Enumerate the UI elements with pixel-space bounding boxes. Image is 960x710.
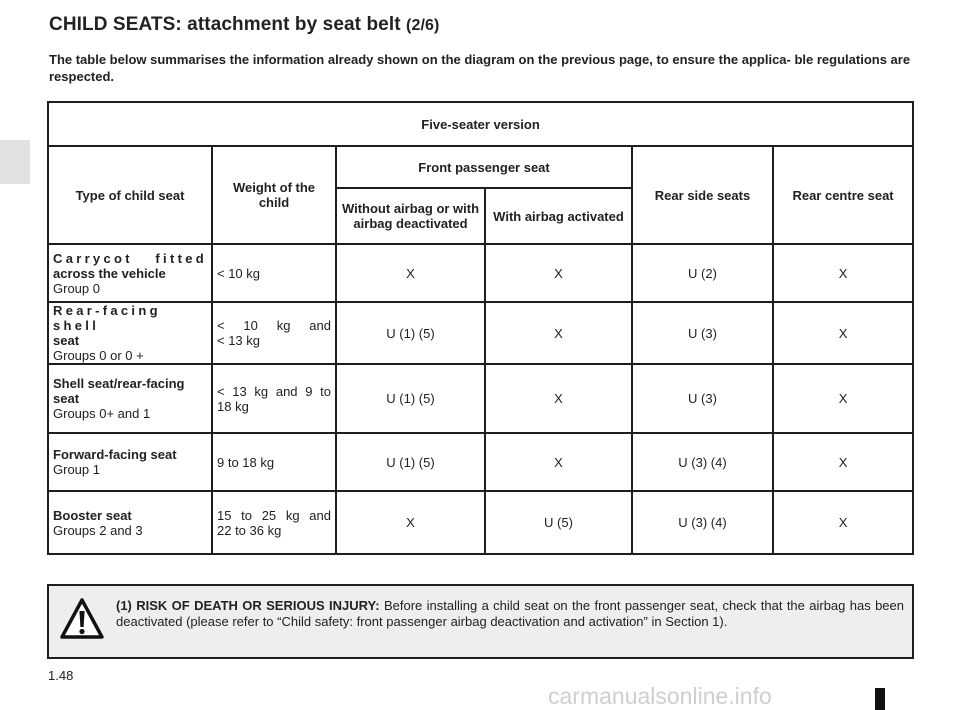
- cell-front-with-airbag: X: [485, 244, 632, 302]
- seat-group: Groups 0 or 0 +: [53, 348, 144, 363]
- cell-weight: [212, 244, 336, 302]
- table-row: [48, 302, 913, 364]
- cell-front-with-airbag: X: [485, 302, 632, 364]
- cell-rear-centre: X: [773, 491, 913, 554]
- weight-text: < 10 kg and: [217, 318, 331, 333]
- cell-rear-side: U (3) (4): [632, 491, 773, 554]
- cell-weight: [212, 364, 336, 433]
- seat-group: Groups 2 and 3: [53, 522, 143, 538]
- cell-rear-centre: X: [773, 244, 913, 302]
- seat-type-name-line2: seat: [53, 391, 80, 406]
- cell-seat-type: [48, 364, 212, 433]
- weight-text-line2: 22 to 36 kg: [217, 522, 282, 538]
- page-title-part: (2/6): [406, 17, 440, 34]
- corner-marker: [875, 688, 885, 710]
- table-row: [48, 364, 913, 433]
- col-header-front-without-airbag: Without airbag or with airbag deactivated: [336, 188, 485, 244]
- cell-seat-type: [48, 491, 212, 554]
- col-header-front-with-airbag: With airbag activated: [485, 188, 632, 244]
- cell-seat-type: [48, 302, 212, 364]
- watermark-text: carmanualsonline.info: [548, 683, 772, 709]
- seat-type-name: Rear-facing shell: [53, 303, 161, 333]
- weight-text: < 10 kg: [217, 265, 261, 281]
- seat-type-name: Booster seat: [53, 507, 132, 523]
- cell-rear-side: U (3) (4): [632, 433, 773, 491]
- table-row: [48, 491, 913, 554]
- cell-front-without-airbag: U (1) (5): [336, 302, 485, 364]
- page-title: [49, 14, 439, 36]
- col-header-type: Type of child seat: [48, 146, 212, 244]
- weight-text-line2: < 13 kg: [217, 333, 261, 348]
- cell-rear-side: U (2): [632, 244, 773, 302]
- seat-type-name: Shell seat/rear-facing: [53, 376, 185, 391]
- cell-rear-side: U (3): [632, 364, 773, 433]
- col-header-front-passenger: Front passenger seat: [336, 146, 632, 188]
- page-title-text: CHILD SEATS: attachment by seat belt: [49, 14, 401, 35]
- cell-rear-centre: X: [773, 302, 913, 364]
- cell-weight: [212, 491, 336, 554]
- table-header-row: [48, 146, 913, 188]
- cell-front-without-airbag: X: [336, 244, 485, 302]
- seat-group: Group 0: [53, 280, 100, 296]
- cell-front-with-airbag: X: [485, 433, 632, 491]
- weight-text: 15 to 25 kg and: [217, 507, 331, 523]
- cell-rear-side: U (3): [632, 302, 773, 364]
- seat-type-name-line2: across the vehicle: [53, 265, 166, 281]
- cell-weight: [212, 302, 336, 364]
- warning-lead: (1) RISK OF DEATH OR SERIOUS INJURY:: [116, 598, 380, 613]
- seat-group: Group 1: [53, 462, 100, 477]
- cell-front-without-airbag: X: [336, 491, 485, 554]
- cell-seat-type: [48, 433, 212, 491]
- seat-type-name: Carrycot fitted: [53, 250, 207, 266]
- col-header-rear-side: Rear side seats: [632, 146, 773, 244]
- section-tab-marker: [0, 140, 30, 184]
- table-row: [48, 244, 913, 302]
- weight-text: < 13 kg and 9 to: [217, 383, 331, 399]
- cell-front-without-airbag: U (1) (5): [336, 433, 485, 491]
- weight-text-line2: 18 kg: [217, 398, 249, 414]
- warning-triangle-icon: [59, 596, 105, 647]
- seat-type-name: Forward-facing seat: [53, 447, 177, 462]
- warning-body: Before installing a child seat on the front passenger seat, check that the airbag has been deactivated (please refer to “Child safety: front passenger airbag deactivation and activation” in Section 1).: [116, 598, 904, 629]
- cell-front-without-airbag: U (1) (5): [336, 364, 485, 433]
- seat-type-name-line2: seat: [53, 333, 80, 348]
- cell-front-with-airbag: U (5): [485, 491, 632, 554]
- warning-text: [116, 598, 904, 630]
- cell-weight: [212, 433, 336, 491]
- col-header-rear-centre: Rear centre seat: [773, 146, 913, 244]
- version-header: Five-seater version: [48, 102, 913, 146]
- cell-rear-centre: X: [773, 364, 913, 433]
- child-seat-table: [47, 101, 914, 555]
- cell-seat-type: [48, 244, 212, 302]
- col-header-weight: Weight of the child: [212, 146, 336, 244]
- page-number: 1.48: [48, 668, 74, 683]
- table-row: [48, 433, 913, 491]
- warning-box: [47, 584, 914, 659]
- intro-paragraph: The table below summarises the information already shown on the diagram on the previous page, to ensure the applica- ble regulations are respected.: [49, 52, 911, 84]
- weight-text: 9 to 18 kg: [217, 454, 275, 470]
- seat-group: Groups 0+ and 1: [53, 406, 151, 421]
- table-version-row: [48, 102, 913, 146]
- cell-rear-centre: X: [773, 433, 913, 491]
- cell-front-with-airbag: X: [485, 364, 632, 433]
